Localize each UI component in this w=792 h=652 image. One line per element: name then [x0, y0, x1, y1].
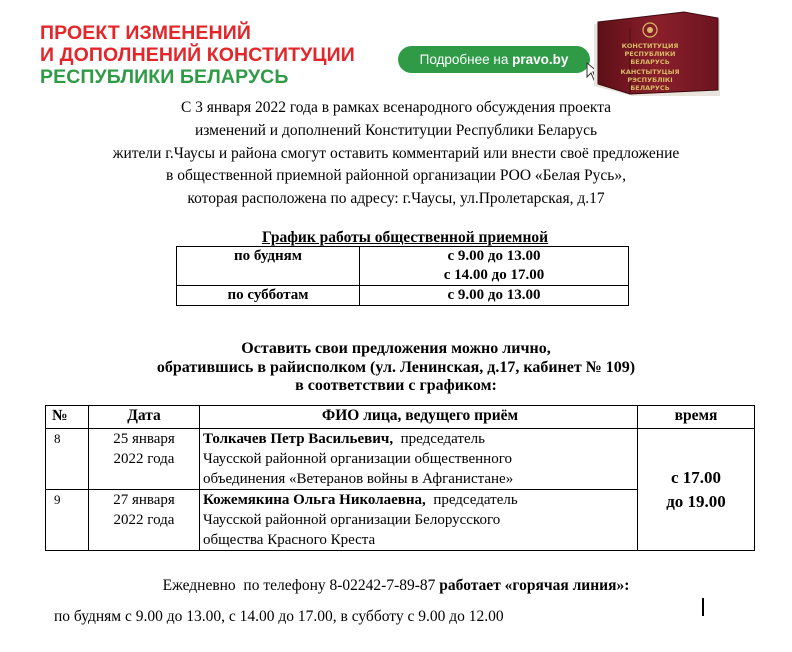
book-title-line-1: КОНСТИТУЦИЯ	[621, 42, 679, 50]
person-role: председатель	[425, 492, 518, 508]
header-person: ФИО лица, ведущего приём	[200, 406, 638, 429]
row-date: 27 января	[113, 492, 175, 508]
time-from: с 17.00	[670, 467, 722, 487]
time-cell	[638, 429, 755, 551]
book-title-line-2: РЕСПУБЛИКИ	[624, 50, 676, 58]
row-date: 25 января	[113, 431, 175, 447]
hotline-label: работает «горячая линия»:	[439, 577, 630, 594]
time-to: до 19.00	[666, 491, 726, 511]
reception-table	[45, 405, 755, 551]
pravo-by-button[interactable]	[398, 46, 590, 73]
schedule-title: График работы общественной приемной	[261, 229, 549, 246]
hotline-phone-text: Ежедневно по телефону 8-02242-7-89-87	[162, 577, 440, 594]
schedule-time: с 14.00 до 17.00	[443, 267, 545, 283]
book-title-by-line-3: БЕЛАРУСЬ	[630, 84, 670, 92]
personal-line-3: в соответствии с графиком:	[295, 377, 497, 394]
pravo-button-prefix: Подробнее на	[419, 52, 513, 67]
header-date: Дата	[89, 406, 200, 429]
table-header-row	[46, 406, 755, 429]
schedule-day: по субботам	[177, 286, 360, 306]
intro-line-2: изменений и дополнений Конституции Республики Беларусь	[194, 122, 598, 139]
person-role: председатель	[393, 431, 485, 447]
row-num: 8	[46, 429, 89, 490]
personal-line-1: Оставить свои предложения можно лично,	[241, 340, 551, 357]
person-desc: общества Красного Креста	[203, 532, 376, 548]
row-date: 2022 года	[113, 451, 175, 467]
banner-title-line-1: ПРОЕКТ ИЗМЕНЕНИЙ	[40, 22, 251, 44]
schedule-day: по будням	[177, 247, 360, 286]
banner-title-line-2: И ДОПОЛНЕНИЙ КОНСТИТУЦИИ	[40, 44, 355, 66]
intro-line-3: жители г.Чаусы и района смогут оставить комментарий или внести своё предложение	[112, 145, 680, 162]
book-title-by-line-2: РЭСПУБЛІКІ	[627, 76, 673, 84]
schedule-table	[176, 246, 629, 306]
row-date: 2022 года	[113, 512, 175, 528]
constitution-book-icon	[592, 10, 724, 98]
person-desc: Чаусской районной организации Белорусского	[203, 512, 501, 528]
schedule-row	[177, 247, 629, 286]
hotline-line	[0, 576, 792, 596]
schedule-row	[177, 286, 629, 306]
pravo-button-site: pravo.by	[512, 52, 569, 67]
header-num: №	[46, 406, 89, 429]
schedule-time: с 9.00 до 13.00	[447, 248, 541, 264]
row-num: 9	[46, 490, 89, 551]
person-desc: Чаусской районной организации общественного	[203, 451, 512, 467]
intro-line-5: которая расположена по адресу: г.Чаусы, ул.Пролетарская, д.17	[187, 190, 605, 207]
person-desc: объединения «Ветеранов войны в Афганистане»	[203, 471, 514, 487]
hotline-hours: по будням с 9.00 до 13.00, с 14.00 до 17.00, в субботу с 9.00 до 12.00	[54, 608, 504, 625]
person-name: Кожемякина Ольга Николаевна,	[203, 492, 426, 508]
header-time: время	[638, 406, 755, 429]
book-title-line-3: БЕЛАРУСЬ	[630, 58, 670, 66]
banner-title-line-3: РЕСПУБЛИКИ БЕЛАРУСЬ	[40, 66, 289, 88]
table-row	[46, 429, 755, 490]
book-title-by-line-1: КАНСТЫТУЦЫЯ	[620, 68, 680, 76]
intro-line-4: в общественной приемной районной организации РОО «Белая Русь»,	[166, 167, 626, 184]
text-caret	[702, 598, 704, 616]
personal-line-2: обратившись в райисполком (ул. Ленинская, д.17, кабинет № 109)	[156, 359, 636, 376]
banner-title	[40, 22, 355, 88]
schedule-time: с 9.00 до 13.00	[447, 287, 541, 303]
intro-line-1: С 3 января 2022 года в рамках всенародного обсуждения проекта	[180, 99, 612, 116]
person-name: Толкачев Петр Васильевич,	[203, 431, 394, 447]
